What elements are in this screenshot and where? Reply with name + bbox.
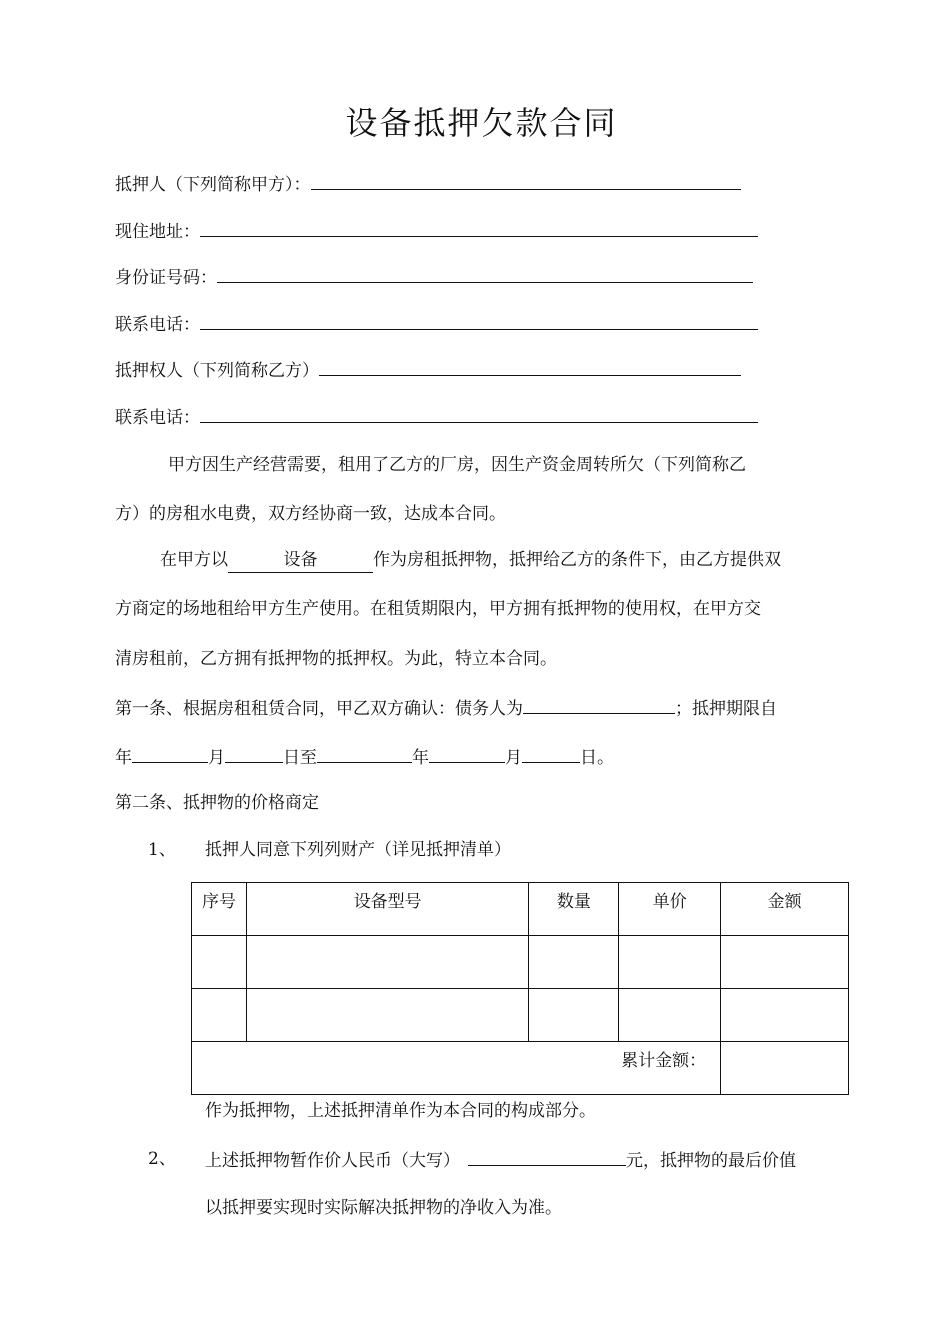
mortgagor-field: [115, 171, 741, 197]
table-row: [192, 989, 849, 1042]
day2-blank[interactable]: [522, 744, 580, 763]
item2-number: 2、: [148, 1149, 176, 1169]
total-label: 累计金额：: [192, 1042, 721, 1095]
year2-label: 年: [412, 748, 429, 768]
intro-line1: 甲方因生产经营需要，租用了乙方的厂房，因生产资金周转所欠（下列简称乙: [168, 455, 746, 475]
item2-suffix: 元，抵押物的最后价值: [626, 1151, 796, 1171]
address-blank[interactable]: [200, 218, 758, 237]
table-header-row: [192, 883, 849, 936]
collateral-list-table: [191, 882, 849, 1095]
item1-text: 抵押人同意下列列财产（详见抵押清单）: [205, 840, 511, 860]
phone2-label: 联系电话：: [115, 408, 200, 428]
header-unit-price: 单价: [619, 883, 721, 936]
total-amount-cell[interactable]: [721, 1042, 849, 1095]
day2-label: 日。: [580, 748, 614, 768]
collateral-value[interactable]: 设备: [228, 548, 373, 573]
id-number-field: [115, 264, 753, 290]
table-cell[interactable]: [246, 936, 529, 989]
item2-line2: 以抵押要实现时实际解决抵押物的净收入为准。: [205, 1198, 562, 1218]
day1-blank[interactable]: [225, 744, 283, 763]
id-number-blank[interactable]: [217, 264, 753, 283]
table-cell[interactable]: [721, 936, 849, 989]
month2-label: 月: [505, 748, 522, 768]
day1-label: 日至: [283, 748, 317, 768]
mortgagor-blank[interactable]: [311, 171, 741, 190]
article1-line1: [115, 695, 777, 721]
item2-line1: [205, 1147, 796, 1173]
price-blank[interactable]: [468, 1147, 626, 1166]
phone2-blank[interactable]: [200, 404, 758, 423]
table-row: [192, 936, 849, 989]
collateral-paragraph-line1: [160, 548, 781, 573]
document-title: 设备抵押欠款合同: [345, 104, 618, 142]
table-cell[interactable]: [246, 989, 529, 1042]
article1-prefix: 第一条、根据房租租赁合同，甲乙双方确认：债务人为: [115, 699, 523, 719]
mortgagee-label: 抵押权人（下列简称乙方）: [115, 361, 319, 381]
header-amount: 金额: [721, 883, 849, 936]
collateral-paragraph-line2: 方商定的场地租给甲方生产使用。在租赁期限内，甲方拥有抵押物的使用权，在甲方交: [115, 599, 761, 619]
table-cell[interactable]: [619, 936, 721, 989]
month1-blank[interactable]: [132, 744, 208, 763]
article1-suffix: ；抵押期限自: [675, 699, 777, 719]
phone1-label: 联系电话：: [115, 315, 200, 335]
phone1-field: [115, 311, 758, 337]
table-cell[interactable]: [192, 936, 247, 989]
debtor-blank[interactable]: [523, 695, 675, 714]
item1-number: 1、: [148, 840, 176, 860]
table-cell[interactable]: [529, 989, 619, 1042]
address-field: [115, 218, 758, 244]
address-label: 现住地址：: [115, 222, 200, 242]
phone1-blank[interactable]: [200, 311, 758, 330]
table-cell[interactable]: [619, 989, 721, 1042]
intro-line2: 方）的房租水电费，双方经协商一致，达成本合同。: [115, 504, 506, 524]
table-total-row: [192, 1042, 849, 1095]
article1-line2: [115, 744, 614, 770]
month2-blank[interactable]: [429, 744, 505, 763]
mortgagee-blank[interactable]: [319, 357, 741, 376]
collateral-paragraph-line3: 清房租前，乙方拥有抵押物的抵押权。为此，特立本合同。: [115, 649, 557, 669]
header-quantity: 数量: [529, 883, 619, 936]
header-model: 设备型号: [246, 883, 529, 936]
mortgagor-label: 抵押人（下列简称甲方）：: [115, 175, 311, 195]
id-number-label: 身份证号码：: [115, 268, 217, 288]
table-cell[interactable]: [192, 989, 247, 1042]
month1-label: 月: [208, 748, 225, 768]
after-table-text: 作为抵押物，上述抵押清单作为本合同的构成部分。: [205, 1101, 596, 1121]
mortgagee-field: [115, 357, 741, 383]
collateral-suffix: 作为房租抵押物，抵押给乙方的条件下，由乙方提供双: [373, 550, 781, 570]
item2-prefix: 上述抵押物暂作价人民币（大写）: [205, 1151, 460, 1171]
table-cell[interactable]: [529, 936, 619, 989]
year1-label: 年: [115, 748, 132, 768]
year2-blank[interactable]: [317, 744, 412, 763]
phone2-field: [115, 404, 758, 430]
article2-heading: 第二条、抵押物的价格商定: [115, 793, 319, 813]
collateral-prefix: 在甲方以: [160, 550, 228, 570]
table-cell[interactable]: [721, 989, 849, 1042]
header-index: 序号: [192, 883, 247, 936]
